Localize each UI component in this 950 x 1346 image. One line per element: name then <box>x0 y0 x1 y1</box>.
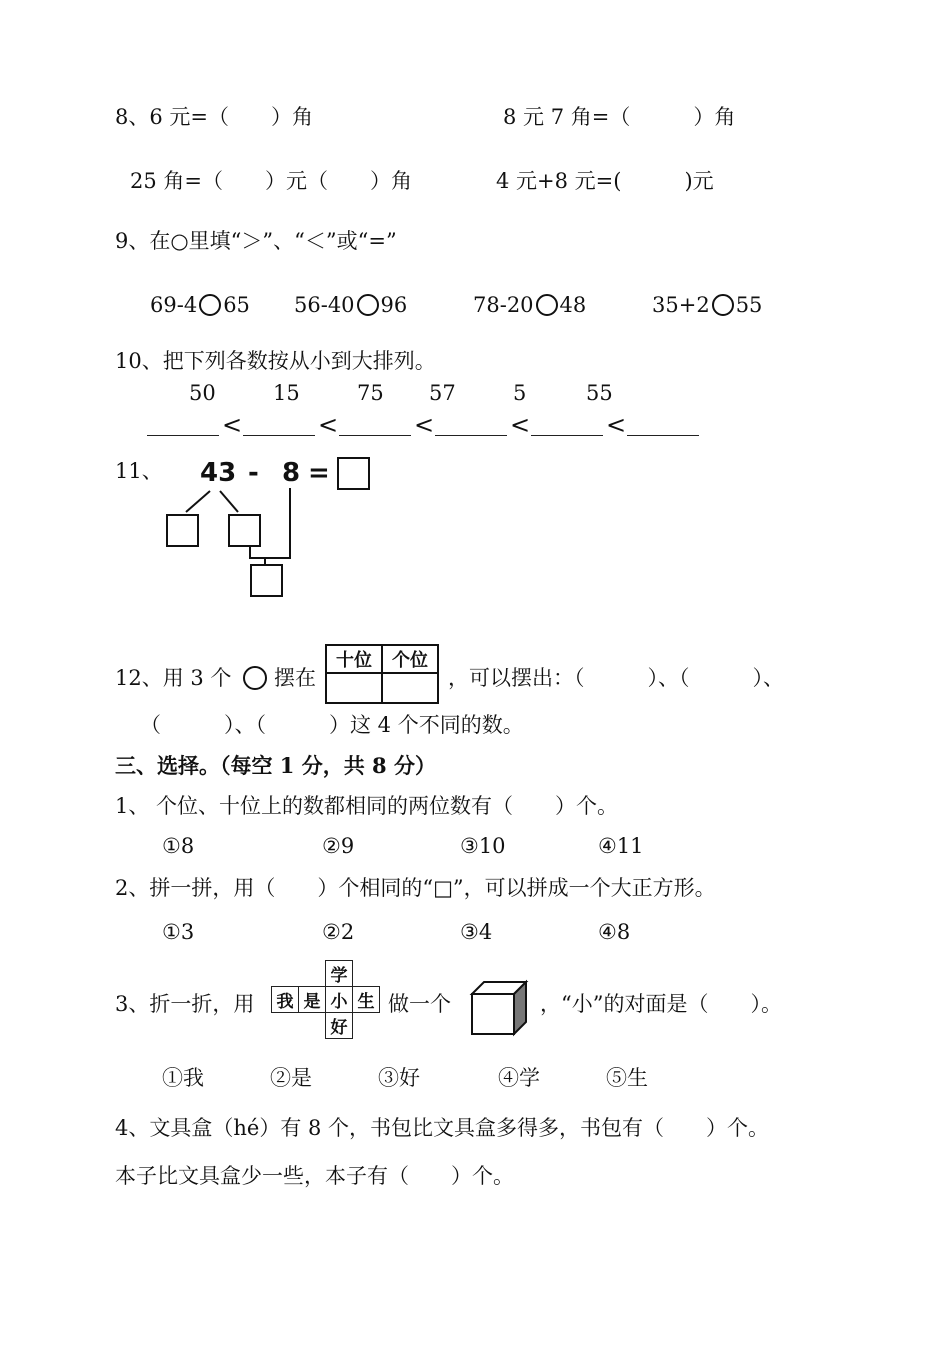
cube-net <box>271 960 380 1039</box>
option[interactable]: ③10 <box>460 834 506 858</box>
option[interactable]: ①我 <box>162 1066 204 1090</box>
q8-b: 8 元 7 角=（ ）角 <box>503 105 736 129</box>
q10-number: 75 <box>357 381 384 405</box>
split-box-left[interactable] <box>166 514 199 547</box>
q11-label: 11、 <box>115 459 163 483</box>
tens-cell[interactable] <box>326 673 382 703</box>
ones-cell[interactable] <box>382 673 438 703</box>
less-than-sign: < <box>510 411 531 439</box>
q12-mid: 摆在 <box>274 666 316 690</box>
net-face: 小 <box>326 987 353 1013</box>
net-face: 学 <box>326 961 353 987</box>
q10-title: 10、把下列各数按从小到大排列。 <box>115 349 436 373</box>
q9-item-left: 69-4 <box>150 293 198 317</box>
option[interactable]: ②9 <box>322 834 355 858</box>
q12-suffix: ，可以摆出：（ ）、（ ）、 <box>448 666 784 690</box>
q8-c: 25 角=（ ）元（ ）角 <box>130 169 412 193</box>
less-than-sign: < <box>606 411 627 439</box>
option[interactable]: ④8 <box>598 920 631 944</box>
q9-item-left: 56-40 <box>294 293 355 317</box>
net-face: 好 <box>326 1013 353 1039</box>
q10-number: 57 <box>429 381 456 405</box>
q10-number: 50 <box>189 381 216 405</box>
option[interactable]: ⑤生 <box>606 1066 648 1090</box>
q10-number: 5 <box>513 381 527 405</box>
q9-item-left: 35+2 <box>652 293 710 317</box>
less-than-sign: < <box>318 411 339 439</box>
option[interactable]: ①3 <box>162 920 195 944</box>
cube-icon <box>468 978 530 1038</box>
q9-item-right: 55 <box>735 293 763 317</box>
q9-item-left: 78-20 <box>473 293 534 317</box>
net-face: 我 <box>272 987 299 1013</box>
less-than-sign: < <box>414 411 435 439</box>
s3q3-mid: 做一个 <box>388 992 451 1016</box>
q11-minuend: 43 <box>200 458 237 488</box>
result-box[interactable] <box>250 564 283 597</box>
s3q1-question: 1、 个位、十位上的数都相同的两位数有（ ）个。 <box>115 794 619 818</box>
option[interactable]: ①8 <box>162 834 195 858</box>
s3q2-question: 2、拼一拼，用（ ）个相同的“□”，可以拼成一个大正方形。 <box>115 876 716 900</box>
option[interactable]: ②是 <box>270 1066 312 1090</box>
q9-item-right: 96 <box>380 293 408 317</box>
section3-title: 三、选择。（每空 1 分，共 8 分） <box>115 753 436 778</box>
net-face: 生 <box>353 987 380 1013</box>
q12-line2: （ ）、（ ）这 4 个不同的数。 <box>140 713 524 737</box>
q8-d: 4 元+8 元=( )元 <box>496 169 714 193</box>
s3q4-line1: 4、文具盒（hé）有 8 个，书包比文具盒多得多，书包有（ ）个。 <box>115 1116 770 1140</box>
place-value-table <box>325 644 439 704</box>
option[interactable]: ④学 <box>498 1066 540 1090</box>
bead-circle-icon <box>243 666 267 690</box>
q11-subtrahend: 8 <box>282 458 301 488</box>
q8-a: 8、6 元=（ ）角 <box>115 105 313 129</box>
q9-item-right: 48 <box>559 293 587 317</box>
q10-number: 55 <box>586 381 613 405</box>
q12-prefix: 12、用 3 个 <box>115 666 232 690</box>
q11-minus: - <box>248 458 259 488</box>
s3q4-line2: 本子比文具盒少一些，本子有（ ）个。 <box>115 1164 514 1188</box>
ones-header: 个位 <box>382 645 438 673</box>
option[interactable]: ②2 <box>322 920 355 944</box>
q10-number: 15 <box>273 381 300 405</box>
q9-item-right: 65 <box>223 293 250 317</box>
q11-equals: = <box>308 458 330 488</box>
split-box-right[interactable] <box>228 514 261 547</box>
s3q3-suffix: ，“小”的对面是（ ）。 <box>540 992 782 1016</box>
q9-title: 9、在○里填“＞”、“＜”或“=” <box>115 229 397 253</box>
option[interactable]: ③好 <box>378 1066 420 1090</box>
less-than-sign: < <box>222 411 243 439</box>
option[interactable]: ③4 <box>460 920 493 944</box>
s3q3-prefix: 3、折一折，用 <box>115 992 255 1016</box>
option[interactable]: ④11 <box>598 834 644 858</box>
net-face: 是 <box>299 987 326 1013</box>
tens-header: 十位 <box>326 645 382 673</box>
